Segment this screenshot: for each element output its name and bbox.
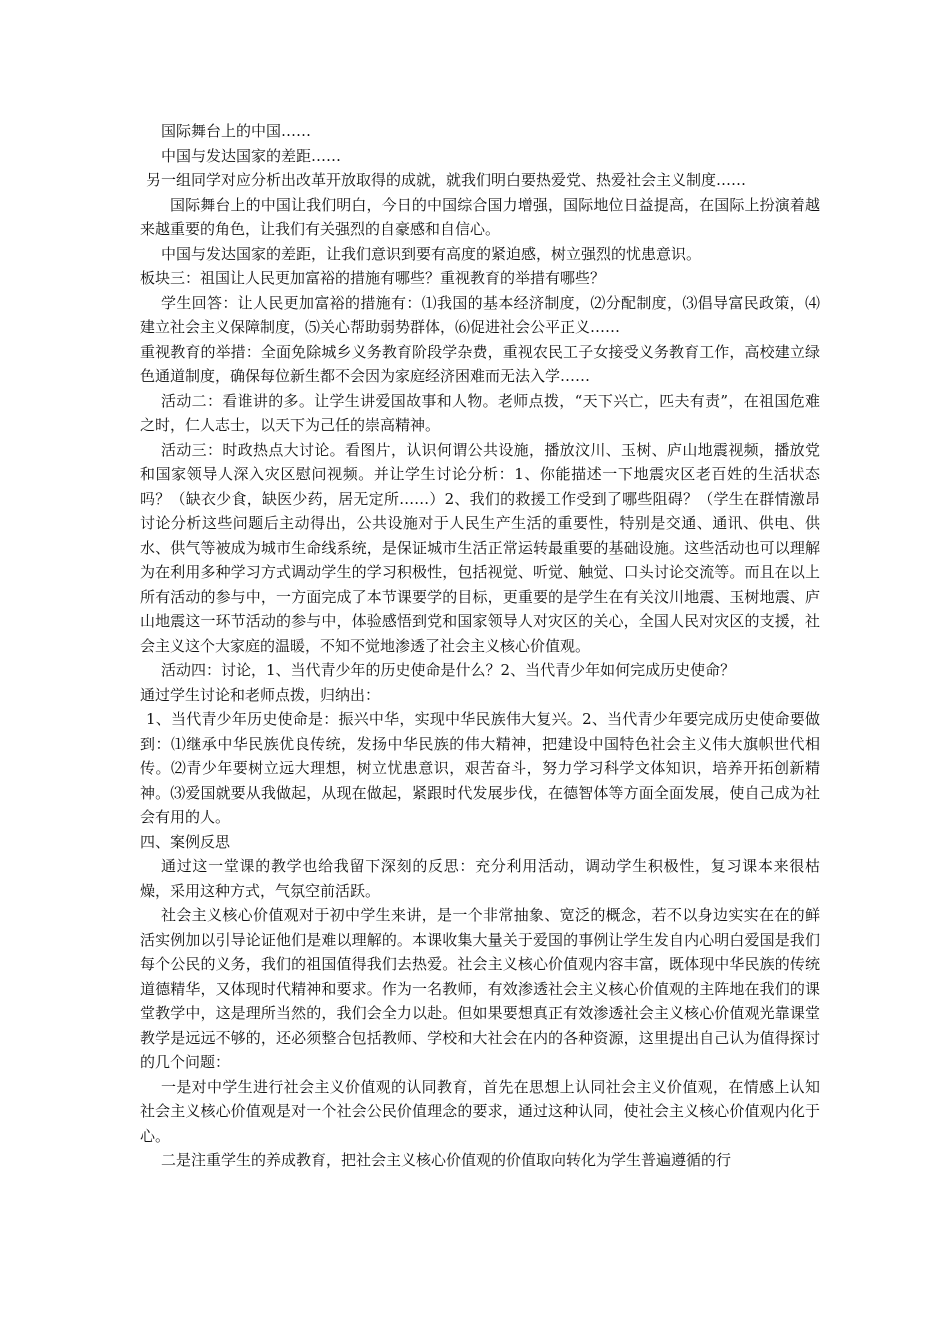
paragraph: 1、当代青少年历史使命是：振兴中华，实现中华民族伟大复兴。2、当代青少年要完成历史使命要做到：⑴继承中华民族优良传统，发扬中华民族的伟大精神，把建设中国特色社会主义伟大旗帜世代相传。⑵青少年要树立远大理想，树立忧患意识，艰苦奋斗，努力学习科学文体知识，培养开拓创新精神。⑶爱国就要从我做起，从现在做起，紧跟时代发展步伐，在德智体等方面全面发展，使自己成为社会有用的人。 [140, 710, 820, 826]
paragraph: 另一组同学对应分析出改革开放取得的成就，就我们明白要热爱党、热爱社会主义制度…… [146, 171, 747, 189]
paragraph: 国际舞台上的中国…… [161, 122, 312, 140]
paragraph: 中国与发达国家的差距…… [161, 146, 342, 165]
paragraph: 学生回答：让人民更加富裕的措施有：⑴我国的基本经济制度，⑵分配制度，⑶倡导富民政策，⑷建立社会主义保障制度，⑸关心帮助弱势群体，⑹促进社会公平正义…… [140, 293, 820, 336]
paragraph: 中国与发达国家的差距，让我们意识到要有高度的紧迫感，树立强烈的忧患意识。 [161, 244, 702, 263]
paragraph: 通过这一堂课的教学也给我留下深刻的反思：充分利用活动，调动学生积极性，复习课本来很枯燥，采用这种方式，气氛空前活跃。 [140, 857, 820, 900]
paragraph: 活动四：讨论，1、当代青少年的历史使命是什么？2、当代青少年如何完成历史使命？ [161, 661, 736, 679]
paragraph: 活动二：看谁讲的多。让学生讲爱国故事和人物。老师点拨，“天下兴亡，匹夫有责”，在祖国危难之时，仁人志士，以天下为己任的崇高精神。 [140, 391, 820, 434]
document-page [140, 119, 820, 1173]
section-heading: 四、案例反思 [140, 832, 231, 851]
paragraph: 活动三：时政热点大讨论。看图片，认识何谓公共设施，播放汶川、玉树、庐山地震视频，播放党和国家领导人深入灾区慰问视频。并让学生讨论分析：1、你能描述一下地震灾区老百姓的生活状态吗？（缺衣少食，缺医少药，居无定所……）2、我们的救援工作受到了哪些阻碍？（学生在群情激昂讨论分析这些问题后主动得出，公共设施对于人民生产生活的重要性，特别是交通、通讯、供电、供水、供气等被成为城市生命线系统，是保证城市生活正常运转最重要的基础设施。这些活动也可以理解为在利用多种学习方式调动学生的学习积极性，包括视觉、听觉、触觉、口头讨论交流等。而且在以上所有活动的参与中，一方面完成了本节课要学的目标，更重要的是学生在有关汶川地震、玉树地震、庐山地震这一环节活动的参与中，体验感悟到党和国家领导人对灾区的关心，全国人民对灾区的支援，社会主义这个大家庭的温暖，不知不觉地渗透了社会主义核心价值观。 [140, 440, 820, 655]
section-heading: 板块三：祖国让人民更加富裕的措施有哪些？重视教育的举措有哪些？ [140, 269, 606, 287]
paragraph: 一是对中学生进行社会主义价值观的认同教育，首先在思想上认同社会主义价值观，在情感上认知社会主义核心价值观是对一个社会公民价值理念的要求，通过这种认同，使社会主义核心价值观内化于心。 [140, 1077, 820, 1145]
paragraph: 社会主义核心价值观对于初中学生来讲，是一个非常抽象、宽泛的概念，若不以身边实实在在的鲜活实例加以引导论证他们是难以理解的。本课收集大量关于爱国的事例让学生发自内心明白爱国是我们每个公民的义务，我们的祖国值得我们去热爱。社会主义核心价值观内容丰富，既体现中华民族的传统道德精华，又体现时代精神和要求。作为一名教师，有效渗透社会主义核心价值观的主阵地在我们的课堂教学中，这是理所当然的，我们会全力以赴。但如果要想真正有效渗透社会主义核心价值观光靠课堂教学是远远不够的，还必须整合包括教师、学校和大社会在内的各种资源，这里提出自己认为值得探讨的几个问题： [140, 906, 820, 1071]
paragraph: 二是注重学生的养成教育，把社会主义核心价值观的价值取向转化为学生普遍遵循的行 [161, 1151, 732, 1169]
paragraph: 重视教育的举措：全面免除城乡义务教育阶段学杂费，重视农民工子女接受义务教育工作，高校建立绿色通道制度，确保每位新生都不会因为家庭经济困难而无法入学…… [140, 342, 820, 385]
paragraph: 国际舞台上的中国让我们明白，今日的中国综合国力增强，国际地位日益提高，在国际上扮演着越来越重要的角色，让我们有关强烈的自豪感和自信心。 [140, 195, 820, 238]
paragraph: 通过学生讨论和老师点拨，归纳出： [140, 685, 381, 704]
